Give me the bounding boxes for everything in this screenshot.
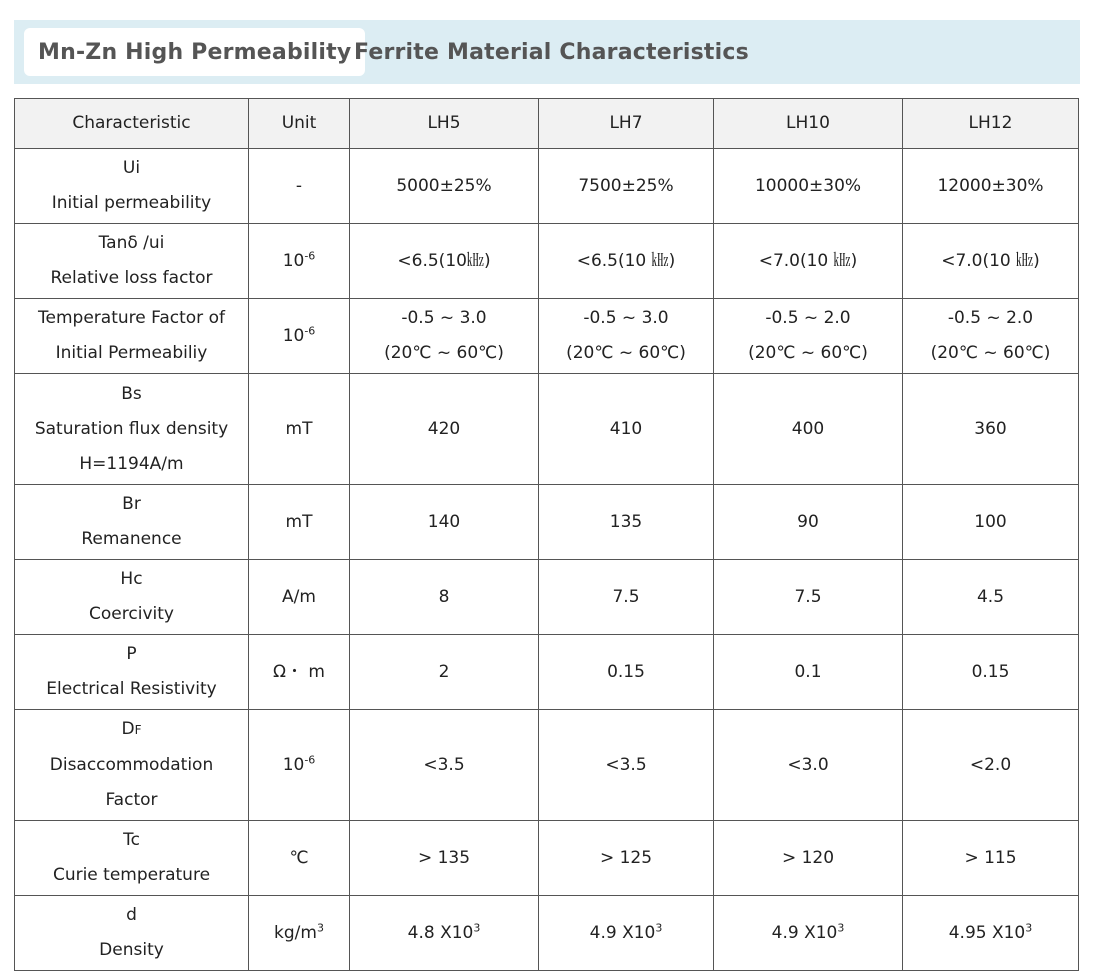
value-cell	[350, 374, 539, 485]
unit-cell	[249, 485, 350, 560]
characteristic-cell	[15, 821, 249, 896]
unit-cell	[249, 635, 350, 710]
value-cell	[903, 485, 1079, 560]
value-cell	[714, 821, 903, 896]
characteristic-text: H=1194A/m	[79, 453, 184, 474]
characteristic-subscript: F	[134, 723, 142, 737]
unit-text: Ω・ m	[273, 661, 325, 682]
value-text: 7.5	[794, 586, 822, 607]
table-row	[15, 560, 1079, 635]
value-superscript: 3	[473, 920, 481, 934]
unit-text: ℃	[289, 847, 309, 868]
characteristic-line	[19, 377, 244, 412]
value-text: <7.0(10 ㎑)	[941, 250, 1040, 271]
characteristic-line	[19, 487, 244, 522]
characteristic-cell	[15, 485, 249, 560]
unit-text: 10	[282, 325, 305, 346]
value-text: > 120	[781, 847, 835, 868]
table-header-row	[15, 99, 1079, 149]
characteristic-text: Saturation flux density	[34, 418, 229, 439]
value-cell	[903, 821, 1079, 896]
value-cell	[903, 560, 1079, 635]
header-lh10: LH10	[714, 99, 903, 149]
value-cell	[903, 635, 1079, 710]
value-cell	[539, 635, 714, 710]
unit-cell	[249, 149, 350, 224]
characteristic-line	[19, 597, 244, 632]
value-cell	[539, 821, 714, 896]
value-text: <7.0(10 ㎑)	[758, 250, 858, 271]
value-superscript: 3	[837, 920, 845, 934]
value-text: <3.5	[423, 754, 465, 775]
characteristic-text: D	[121, 719, 135, 739]
value-cell	[350, 710, 539, 821]
value-cell	[714, 149, 903, 224]
characteristic-text: Temperature Factor of	[38, 308, 225, 328]
value-cell	[714, 560, 903, 635]
characteristic-line	[19, 186, 244, 221]
value-cell	[714, 635, 903, 710]
characteristic-line	[19, 637, 244, 672]
unit-superscript: 3	[316, 920, 324, 934]
value-cell	[714, 224, 903, 299]
unit-text: 10	[282, 250, 305, 271]
unit-cell	[249, 560, 350, 635]
unit-text: A/m	[282, 586, 316, 607]
value-text: (20℃ ~ 60℃)	[566, 343, 686, 363]
characteristic-text: Remanence	[81, 529, 182, 549]
characteristic-line	[19, 522, 244, 557]
value-text: 420	[427, 418, 461, 439]
characteristics-table	[14, 98, 1079, 971]
characteristic-text: Factor	[105, 790, 158, 810]
characteristic-cell	[15, 896, 249, 971]
value-text: <3.0	[787, 754, 829, 775]
title-tag: Mn-Zn High Permeability	[24, 28, 365, 76]
value-text: > 115	[964, 847, 1017, 868]
value-text: 4.9 X10	[589, 922, 656, 943]
characteristic-text: Initial Permeabiliy	[55, 343, 208, 363]
table-row	[15, 821, 1079, 896]
value-text: -0.5 ~ 3.0	[401, 308, 487, 328]
characteristic-line	[19, 301, 244, 336]
value-text: 7500±25%	[578, 175, 674, 196]
value-cell	[539, 710, 714, 821]
characteristic-text: Relative loss factor	[50, 268, 213, 288]
value-text: 12000±30%	[937, 175, 1044, 196]
value-cell	[903, 149, 1079, 224]
title-bar	[14, 20, 1080, 84]
unit-text: mT	[285, 511, 313, 532]
characteristic-cell	[15, 224, 249, 299]
value-cell	[350, 485, 539, 560]
value-text: 10000±30%	[754, 175, 862, 196]
characteristic-line	[19, 672, 244, 707]
characteristic-line	[19, 783, 244, 818]
value-cell	[903, 299, 1079, 374]
characteristic-text: Electrical Resistivity	[46, 679, 217, 699]
value-cell	[350, 635, 539, 710]
value-text: 90	[797, 511, 819, 532]
characteristic-line	[19, 933, 244, 968]
characteristic-line	[19, 748, 244, 783]
value-text: (20℃ ~ 60℃)	[930, 343, 1051, 363]
characteristic-text: Tc	[123, 830, 140, 850]
table-row	[15, 374, 1079, 485]
characteristic-text: P	[126, 644, 137, 664]
characteristic-text: Br	[122, 494, 141, 514]
value-text: -0.5 ~ 2.0	[947, 308, 1034, 328]
value-text: 4.95 X10	[948, 922, 1026, 943]
characteristic-text: d	[126, 905, 137, 925]
value-text: > 135	[417, 847, 471, 868]
value-cell	[903, 710, 1079, 821]
value-text: > 125	[599, 847, 653, 868]
characteristic-line	[19, 712, 244, 748]
unit-superscript: -6	[304, 248, 316, 262]
value-cell	[714, 710, 903, 821]
unit-cell	[249, 710, 350, 821]
value-cell	[350, 299, 539, 374]
unit-cell	[249, 896, 350, 971]
value-cell	[539, 485, 714, 560]
characteristic-cell	[15, 710, 249, 821]
characteristic-line	[19, 151, 244, 186]
unit-superscript: -6	[304, 323, 316, 337]
value-cell	[903, 224, 1079, 299]
unit-text: kg/m	[274, 922, 317, 943]
value-cell	[539, 149, 714, 224]
characteristic-text: Tanδ /ui	[98, 233, 165, 253]
value-superscript: 3	[655, 920, 663, 934]
value-cell	[714, 896, 903, 971]
characteristic-line	[19, 261, 244, 296]
characteristic-text: Bs	[121, 383, 142, 404]
value-cell	[350, 224, 539, 299]
characteristic-cell	[15, 299, 249, 374]
unit-superscript: -6	[304, 752, 316, 766]
value-superscript: 3	[1025, 920, 1033, 934]
characteristic-line	[19, 858, 244, 893]
characteristic-cell	[15, 635, 249, 710]
value-text: 140	[427, 511, 461, 532]
value-text: 360	[974, 418, 1007, 439]
header-lh7: LH7	[539, 99, 714, 149]
table-row	[15, 485, 1079, 560]
value-cell	[350, 560, 539, 635]
table-body	[15, 149, 1079, 971]
value-cell	[714, 299, 903, 374]
characteristic-line	[19, 898, 244, 933]
value-cell	[539, 374, 714, 485]
characteristic-text: Hc	[120, 569, 143, 589]
value-text: 0.15	[607, 661, 645, 682]
value-text: 0.1	[794, 661, 822, 682]
characteristic-line	[19, 336, 244, 371]
value-cell	[539, 560, 714, 635]
table-row	[15, 149, 1079, 224]
value-text: <6.5(10 ㎑)	[576, 250, 676, 271]
header-lh12: LH12	[903, 99, 1079, 149]
characteristic-line	[19, 412, 244, 447]
value-text: 400	[791, 418, 825, 439]
title-text: Ferrite Material Characteristics	[354, 39, 749, 65]
unit-text: 10	[282, 754, 305, 775]
value-text: 410	[609, 418, 643, 439]
header-characteristic: Characteristic	[15, 99, 249, 149]
value-cell	[350, 896, 539, 971]
characteristic-text: Curie temperature	[52, 865, 211, 885]
value-cell	[350, 149, 539, 224]
value-text: 0.15	[971, 661, 1010, 682]
value-text: -0.5 ~ 2.0	[765, 308, 851, 328]
table-row	[15, 896, 1079, 971]
unit-cell	[249, 299, 350, 374]
unit-text: -	[295, 175, 303, 196]
unit-text: mT	[285, 418, 313, 439]
value-text: <2.0	[969, 754, 1012, 775]
characteristic-cell	[15, 560, 249, 635]
characteristic-text: Coercivity	[89, 604, 174, 624]
value-cell	[903, 896, 1079, 971]
table-row	[15, 224, 1079, 299]
value-text: <6.5(10㎑)	[397, 250, 491, 271]
table-row	[15, 299, 1079, 374]
value-text: 8	[438, 586, 450, 607]
characteristic-line	[19, 226, 244, 261]
value-text: -0.5 ~ 3.0	[583, 308, 669, 328]
value-cell	[539, 224, 714, 299]
value-text: 2	[438, 661, 450, 682]
characteristic-cell	[15, 374, 249, 485]
value-text: 100	[974, 511, 1007, 532]
value-text: 7.5	[612, 586, 640, 607]
characteristic-text: Density	[99, 940, 164, 960]
value-cell	[714, 374, 903, 485]
table-row	[15, 635, 1079, 710]
characteristic-line	[19, 447, 244, 482]
value-text: 5000±25%	[396, 175, 492, 196]
characteristic-line	[19, 562, 244, 597]
header-unit: Unit	[249, 99, 350, 149]
characteristic-text: Disaccommodation	[49, 755, 214, 775]
characteristic-cell	[15, 149, 249, 224]
value-cell	[903, 374, 1079, 485]
value-text: (20℃ ~ 60℃)	[748, 343, 868, 363]
value-cell	[539, 299, 714, 374]
value-cell	[714, 485, 903, 560]
unit-cell	[249, 821, 350, 896]
characteristic-line	[19, 823, 244, 858]
value-text: (20℃ ~ 60℃)	[384, 343, 504, 363]
value-cell	[539, 896, 714, 971]
unit-cell	[249, 224, 350, 299]
value-text: 135	[609, 511, 643, 532]
value-text: <3.5	[605, 754, 647, 775]
value-cell	[350, 821, 539, 896]
characteristic-text: Initial permeability	[51, 193, 212, 213]
table-row	[15, 710, 1079, 821]
value-text: 4.5	[976, 586, 1005, 607]
header-lh5: LH5	[350, 99, 539, 149]
unit-cell	[249, 374, 350, 485]
characteristic-text: Ui	[122, 158, 141, 178]
value-text: 4.9 X10	[771, 922, 838, 943]
value-text: 4.8 X10	[407, 922, 474, 943]
